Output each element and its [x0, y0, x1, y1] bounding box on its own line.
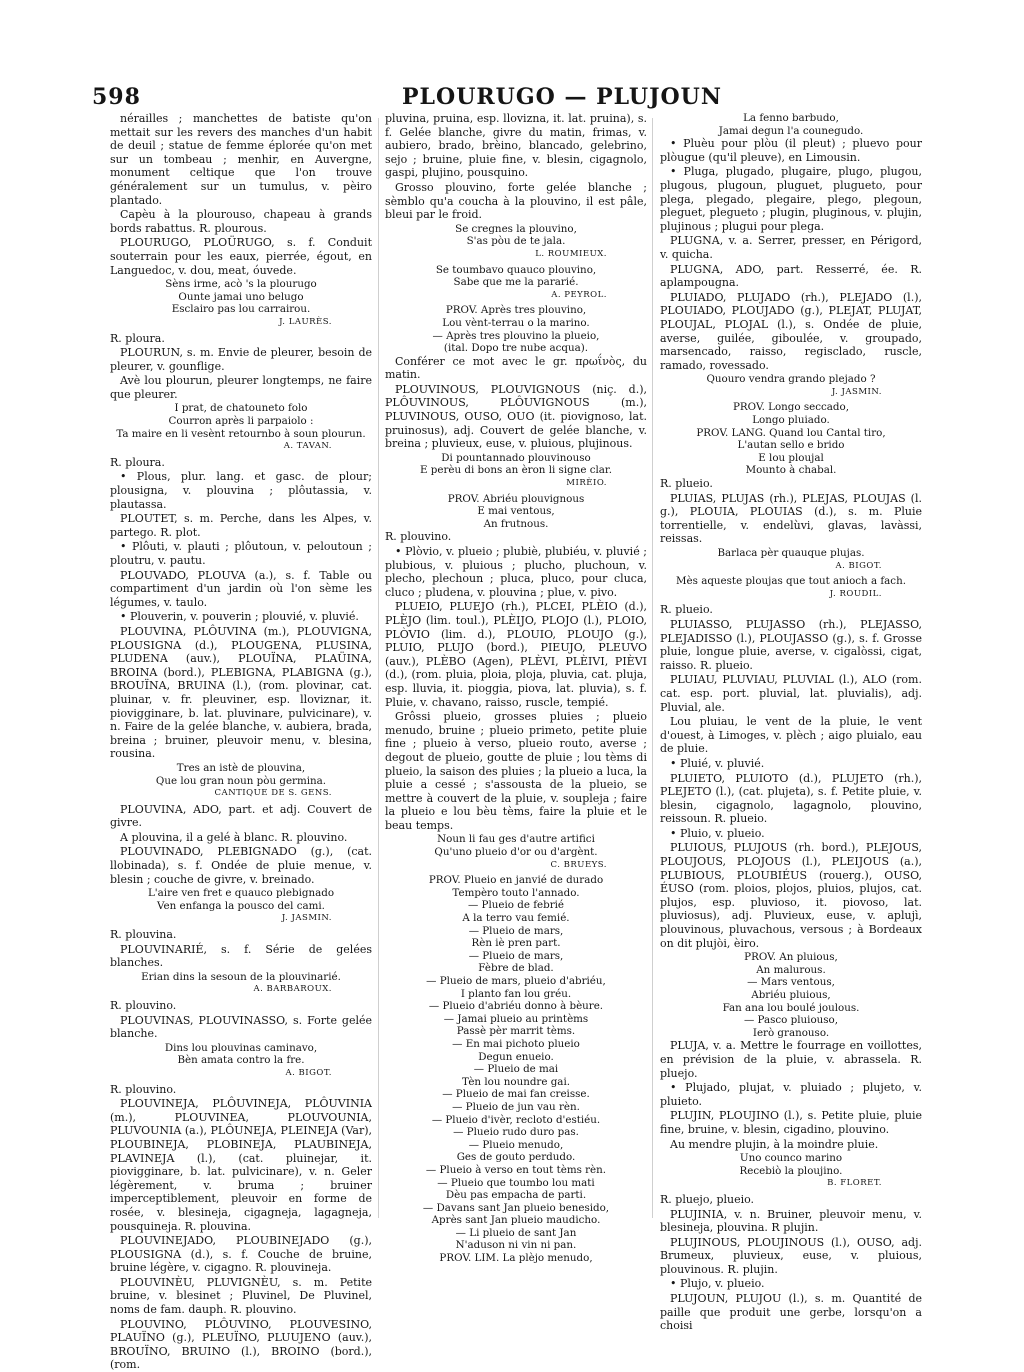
- citation-author: C. BRUEYS.: [550, 859, 607, 870]
- entry-paragraph: PLOUVINÈU, PLUVIGNÈU, s. m. Petite bruine, v. blesinet ; Pluvinel, De Pluvinel, noms de fam. dauph. R. plouvino.: [110, 1275, 372, 1317]
- citation-author: CANTIQUE DE S. GENS.: [214, 788, 332, 799]
- quotation-line: Longo pluiado.: [752, 414, 830, 427]
- entry-paragraph: • Pluga, plugado, plugaire, plugo, plugou, plugous, plugoun, pluguet, plugueto, pour plega, plegado, plegaire, plego, plegoun, pleguet, plegueto ; plugin, pluginous, v. plujin, plujinous ; plugui pour plega.: [660, 165, 922, 233]
- quotation-line: Ierò granouso.: [752, 1026, 830, 1039]
- entry-paragraph: • Plujado, plujat, v. pluiado ; plujeto, v. pluieto.: [660, 1081, 922, 1108]
- quotation-line: Sèns irme, acò 's la plourugo: [165, 278, 317, 291]
- entry-paragraph: PLOUVINEJADO, PLOUBINEJADO (g.), PLOUSIGNA (d.), s. f. Couche de bruine, bruine légère, v. cigagno. R. plouvineja.: [110, 1234, 372, 1275]
- entry-paragraph: PLUIETO, PLUIOTO (d.), PLUJETO (rh.), PLEJETO (l.), (cat. plujeta), s. f. Petite pluie, v. blesin, cigagnolo, lagagnolo, plouvino, reissoun. R. plueio.: [660, 771, 922, 826]
- citation-author: L. ROUMIEUX.: [535, 248, 607, 259]
- entry-paragraph: PLOUVINADO, PLEBIGNADO (g.), (cat. llobinada), s. f. Ondée de pluie menue, v. blesin ; couche de givre, v. breinado.: [110, 845, 372, 886]
- quotation-line: — Plueio menudo,: [468, 1138, 564, 1151]
- entry-paragraph: • Pluié, v. pluvié.: [670, 756, 765, 770]
- quotation-line: — Plueio d'ivèr, recloto d'estiéu.: [431, 1113, 601, 1126]
- quotation-line: PROV. Plueio en janvié de durado: [428, 874, 604, 887]
- entry-paragraph: Avè lou plourun, pleurer longtemps, ne faire que pleurer.: [110, 374, 372, 401]
- entry-paragraph: PLUJINOUS, PLOUJINOUS (l.), OUSO, adj. Brumeux, pluvieux, euse, v. pluious, plouvinous. R. plujin.: [660, 1235, 922, 1276]
- quotation-line: Tres an istè de plouvina,: [176, 761, 306, 774]
- quotation-line: (ital. Dopo tre nube acqua).: [443, 342, 589, 355]
- quotation-line: I prat, de chatouneto folo: [174, 402, 308, 415]
- etymology-reference: R. plouvino.: [385, 530, 452, 544]
- etymology-reference: R. ploura.: [110, 331, 165, 345]
- running-head: PLOURUGO — PLUJOUN: [402, 84, 722, 110]
- citation-author: A. TAVAN.: [283, 441, 332, 452]
- quotation-line: Lou vènt-terrau o la marino.: [442, 316, 590, 329]
- quotation-line: — Plueio de mars, plueio d'abriéu,: [426, 975, 606, 987]
- entry-paragraph: PLUIASSO, PLUJASSO (rh.), PLEJASSO, PLEJADISSO (l.), PLOUJASSO (g.), s. f. Grosse pluie, longue pluie, averse, v. cigalòssi, cigat, raisso. R. plueio.: [660, 617, 922, 672]
- quotation-line: — Mars ventous,: [747, 976, 835, 989]
- citation-author: J. JASMIN.: [281, 913, 332, 924]
- quotation-line: Fan ana lou boulé joulous.: [722, 1001, 860, 1014]
- entry-paragraph: • Plous, plur. lang. et gasc. de plour; plousigna, v. plouvina ; plôutassia, v. plautassa.: [110, 470, 372, 511]
- quotation-line: — Plueio que toumbo lou mati: [437, 1176, 595, 1189]
- quotation-line: PROV. Abriéu plouvignous: [447, 492, 585, 505]
- page-number: 598: [92, 84, 141, 110]
- quotation-line: — Plueio de mai: [473, 1063, 559, 1076]
- citation-author: A. PEYROL.: [551, 289, 607, 300]
- citation-author: MIRÈIO.: [566, 478, 607, 489]
- quotation-line: — Plueio de jun vau rèn.: [452, 1100, 580, 1113]
- entry-paragraph: Capèu à la plourouso, chapeau à grands bords rabattus. R. plourous.: [110, 208, 372, 235]
- entry-paragraph: PLUGNA, v. a. Serrer, presser, en Périgord, v. quicha.: [660, 234, 922, 261]
- quotation-line: Rèn iè pren part.: [471, 937, 561, 950]
- entry-paragraph: PLOUVINO, PLÔUVINO, PLOUVESINO, PLAUÏNO (g.), PLEUÏNO, PLUUJENO (auv.), BROUÏNO, BRUINO (l.), BROINO (bord.), (rom.: [110, 1317, 372, 1372]
- quotation-line: PROV. Après tres plouvino,: [445, 304, 587, 317]
- quotation-line: PROV. LANG. Quand lou Cantal tiro,: [696, 426, 886, 439]
- quotation-line: Se toumbavo quauco plouvino,: [435, 263, 597, 276]
- quotation-line: Jamai degun l'a counegudo.: [718, 124, 864, 137]
- entry-paragraph: Au mendre plujin, à la moindre pluie.: [670, 1137, 879, 1151]
- quotation-line: Dèu pas empacha de parti.: [445, 1189, 587, 1202]
- column-divider: [378, 118, 379, 1218]
- citation-author: A. BIGOT.: [285, 1067, 332, 1078]
- citation-author: A. BARBAROUX.: [253, 984, 332, 995]
- quotation-line: Ounte jamai uno belugo: [178, 290, 304, 303]
- entry-paragraph: PLOURUGO, PLOÜRUGO, s. f. Conduit souterrain pour les eaux, pierrée, égout, en Languedoc, v. dou, meat, óuvede.: [110, 236, 372, 277]
- entry-paragraph: Lou pluiau, le vent de la pluie, le vent d'ouest, à Limoges, v. plèch ; aigo pluialo, eau de pluie.: [660, 715, 922, 756]
- entry-paragraph: PLOUVINA, PLÔUVINA (m.), PLOUVIGNA, PLOUSIGNA (d.), PLOUGENA, PLUSINA, PLUDENA (auv.), PLOUÏNA, PLAÜINA, BROINA (bord.), PLEBIGNA, PLABIGNA (g.), BROUÏNA, BRUINA (l.), (rom. plovinar, cat. pluinar, v. fr. pleuviner, esp. lloviznar, it. piovigginare, b. lat. pluvinare, pulvicinare), v. n. Faire de la gelée blanche, v. aubiera, brada, breina ; bruiner, pleuvoir menu, v. blesina, rousina.: [110, 624, 372, 761]
- quotation-line: Noun li fau ges d'autre artifici: [437, 833, 595, 846]
- entry-paragraph: PLUEIO, PLUEJO (rh.), PLCEI, PLÈIO (d.), PLÈJO (lim. toul.), PLÈIJO, PLOJO (l.), PLOIO, PLÒVIO (lim. d.), PLOUIO, PLOUJO (g.), PLUIO, PLUJO (bord.), PIEUJO, PLEUVO (auv.), PLÈBO (Agen), PLÈVI, PLÈIVI, PIÈVI (d.), (rom. pluia, ploia, ploja, pluvia, cat. pluja, esp. lluvia, it. pioggia, piova, lat. pluvia), s. f. Pluie, v. chavano, raisso, ruscle, tempié.: [385, 600, 647, 709]
- quotation-line: — Plueio de mars,: [468, 924, 564, 937]
- column-divider: [652, 118, 653, 1218]
- quotation-line: Di pountannado plouvinouso: [441, 451, 591, 464]
- quotation-line: Courron après li parpaiolo :: [168, 415, 314, 428]
- quotation-line: An frutnous.: [483, 517, 549, 530]
- etymology-reference: R. plueio.: [660, 477, 713, 491]
- quotation-line: Mounto à chabal.: [745, 464, 837, 477]
- quotation-line: — Plueio à verso en tout tèms rèn.: [425, 1163, 607, 1176]
- etymology-reference: R. plouvino.: [110, 1082, 177, 1096]
- quotation-line: An malurous.: [756, 963, 826, 976]
- entry-paragraph: PLUJIN, PLOUJINO (l.), s. Petite pluie, pluie fine, bruine, v. blesin, cigadino, plouvino.: [660, 1109, 922, 1136]
- citation-author: A. BIGOT.: [835, 560, 882, 571]
- quotation-line: E mai ventous,: [477, 505, 555, 518]
- quotation-line: E lou ploujal: [758, 451, 824, 464]
- etymology-reference: R. plouvino.: [110, 999, 177, 1012]
- entry-paragraph: PLOUTET, s. m. Perche, dans les Alpes, v. partego. R. plot.: [110, 512, 372, 539]
- quotation-line: Fèbre de blad.: [478, 962, 554, 975]
- entry-paragraph: Grôssi plueio, grosses pluies ; plueio menudo, bruine ; plueio primeto, petite pluie fine ; plueio à verso, plueio routo, averse ; degout de plueio, goutte de pluie ; lou tèms di plueio, la saison des pluies ; la plueio a luca, la pluie a cessé ; s'assousta de la plueio, se mettre à couvert de la pluie, v. soupleja ; faire la plueio e lou bèu tèms, faire la pluie et le beau temps.: [385, 710, 647, 832]
- quotation-line: Mès aqueste ploujas que tout anioch a fach.: [676, 575, 906, 588]
- quotation-line: A la terro vau femié.: [462, 912, 570, 925]
- quotation-line: PROV. An pluious,: [744, 951, 838, 964]
- entry-paragraph: • Plujo, v. plueio.: [670, 1277, 765, 1291]
- citation-author: J. ROUDIL.: [829, 588, 882, 599]
- quotation-line: Qu'uno plueio d'or ou d'argènt.: [434, 846, 598, 859]
- quotation-line: Barlaca pèr quauque plujas.: [717, 547, 865, 559]
- quotation-line: S'as pòu de te jala.: [466, 235, 566, 248]
- entry-paragraph: PLOURUN, s. m. Envie de pleurer, besoin de pleurer, v. gounflige.: [110, 346, 372, 373]
- column-left: [110, 112, 372, 1372]
- entry-paragraph: nérailles ; manchettes de batiste qu'on mettait sur les revers des manches d'un habit de deuil ; statue de femme éplorée qu'on met sur un tombeau ; menhir, en Auvergne, monument celtique que l'on trouve généralement sur un tumulus, v. pèiro plantado.: [110, 112, 372, 207]
- quotation-line: Erian dins la sesoun de la plouvinarié.: [141, 970, 341, 983]
- quotation-line: Ges de gouto perdudo.: [456, 1151, 576, 1164]
- quotation-line: Sabe que me la pararié.: [453, 276, 579, 289]
- entry-paragraph: PLOUVADO, PLOUVA (a.), s. f. Table ou compartiment d'un jardin où l'on sème les légumes, v. taulo.: [110, 568, 372, 609]
- quotation-line: PROV. LIM. La plèjo menudo,: [439, 1252, 593, 1265]
- quotation-line: — Pasco pluiouso,: [743, 1014, 839, 1027]
- entry-paragraph: PLOUVINOUS, PLOUVIGNOUS (niç. d.), PLÔUVINOUS, PLÔUVIGNOUS (m.), PLUVINOUS, OUSO, OUO (it. piovignoso, lat. pruinosus), adj. Couvert de gelée blanche, v. breina ; pluvieux, euse, v. pluious, plujinous.: [385, 382, 647, 451]
- quotation-line: Abriéu pluious,: [751, 989, 831, 1001]
- quotation-line: — Jamai plueio au printèms: [443, 1012, 589, 1025]
- entry-paragraph: PLUIAS, PLUJAS (rh.), PLEJAS, PLOUJAS (l. g.), PLOUIA, PLOUIAS (d.), s. m. Pluie torrentielle, v. endelùvi, glavas, lavàssi, reissas.: [660, 491, 922, 546]
- etymology-reference: R. ploura.: [110, 455, 165, 469]
- entry-paragraph: PLOUVINA, ADO, part. et adj. Couvert de givre.: [110, 802, 372, 830]
- quotation-line: — Li plueio de sant Jan: [455, 1226, 577, 1239]
- etymology-reference: R. pluejo, plueio.: [660, 1192, 755, 1206]
- quotation-line: — En mai pichoto plueio: [452, 1037, 580, 1050]
- quotation-line: Bèn amata contro la fre.: [177, 1054, 305, 1067]
- entry-paragraph: Grosso plouvino, forte gelée blanche ; sèmblo qu'a coucha à la plouvino, il est pâle, bleui par le froid.: [385, 180, 647, 222]
- entry-paragraph: A plouvina, il a gelé à blanc. R. plouvino.: [120, 830, 348, 844]
- entry-paragraph: PLUIOUS, PLUJOUS (rh. bord.), PLEJOUS, PLOUJOUS, PLOJOUS (l.), PLEIJOUS (a.), PLUBIOUS, PLOUBIÉUS (rouerg.), OUSO, ÉUSO (rom. ploios, plojos, pluios, plujos, cat. plujos, esp. pluvioso, it. piovoso, lat. pluviosus), adj. Pluvieux, euse, v. aplujì, plouvinous, pluvachous, versous ; à Bordeaux on dit plujòi, èiro.: [660, 841, 922, 950]
- quotation-line: I planto fan lou gréu.: [460, 987, 572, 1000]
- entry-paragraph: • Plôuti, v. plauti ; plôutoun, v. peloutoun ; ploutru, v. pautu.: [110, 540, 372, 567]
- etymology-reference: pluvina, pruina, esp. llovizna, it. lat. pruina), s. f. Gelée blanche, givre du matin, frimas, v. aubiero, brado, brèino, blancado, gelebrino, sejo ; bruine, pluie fine, v. blesin, cigagnolo, gaspi, plujino, pousquino.: [385, 112, 647, 180]
- quotation-line: — Après tres plouvino la plueio,: [432, 329, 600, 342]
- etymology-reference: R. plouvina.: [110, 928, 177, 942]
- citation-author: J. JASMIN.: [831, 386, 882, 397]
- quotation-line: Ta maire en li vesènt retournbo à soun plourun.: [116, 427, 366, 440]
- quotation-line: Recebiò la ploujino.: [739, 1164, 843, 1177]
- entry-paragraph: • Plouverin, v. pouverin ; plouvié, v. pluvié.: [120, 610, 359, 624]
- quotation-line: Ven enfanga la pousco del cami.: [157, 899, 325, 912]
- quotation-line: N'aduson ni vin ni pan.: [455, 1239, 577, 1252]
- quotation-line: — Plueio de mai fan creisse.: [442, 1088, 590, 1101]
- entry-paragraph: PLUJOUN, PLUJOU (l.), s. m. Quantité de paille que produit une gerbe, lorsqu'on a choisi: [660, 1292, 922, 1333]
- quotation-line: Passè pèr marrit tèms.: [456, 1025, 576, 1038]
- entry-paragraph: Conférer ce mot avec le gr. πρωΐνὸς, du matin.: [385, 354, 647, 382]
- quotation-line: Uno counco marino: [739, 1152, 843, 1165]
- quotation-line: — Plueio rudo duro pas.: [453, 1126, 579, 1139]
- quotation-line: — Plueio de mars,: [468, 949, 564, 962]
- quotation-line: — Plueio de febrié: [467, 899, 565, 912]
- entry-paragraph: PLUIAU, PLUVIAU, PLUVIAL (l.), ALO (rom. cat. esp. port. pluvial, lat. pluvialis), adj. Pluvial, ale.: [660, 673, 922, 714]
- quotation-line: PROV. Longo seccado,: [733, 401, 849, 414]
- quotation-line: Tempèro touto l'annado.: [452, 886, 580, 899]
- quotation-line: Se cregnes la plouvino,: [455, 222, 577, 235]
- quotation-line: Que lou gran noun pòu germina.: [155, 774, 327, 787]
- quotation-line: Tèn lou noundre gai.: [461, 1075, 571, 1088]
- etymology-reference: R. plueio.: [660, 603, 713, 617]
- citation-author: B. FLORET.: [827, 1178, 882, 1189]
- entry-paragraph: • Pluèu pour plòu (il pleut) ; pluevo pour plòugue (qu'il pleuve), en Limousin.: [660, 137, 922, 164]
- entry-paragraph: PLUJINIA, v. n. Bruiner, pleuvoir menu, v. blesineja, plouvina. R plujin.: [660, 1207, 922, 1235]
- citation-author: J. LAURÈS.: [279, 316, 332, 327]
- entry-paragraph: • Plòvio, v. plueio ; plubiè, plubiéu, v. pluvié ; plubious, v. pluious ; plucho, pluchoun, v. plecho, plechoun ; pluca, pluco, pour cluca, cluco ; pludena, v. plouvina ; plue, v. pivo.: [385, 545, 647, 599]
- quotation-line: Après sant Jan plueio maudicho.: [431, 1214, 601, 1227]
- entry-paragraph: • Pluio, v. plueio.: [670, 826, 765, 840]
- column-middle: [385, 112, 647, 1265]
- quotation-line: L'aire ven fret e quauco plebignado: [147, 887, 335, 900]
- quotation-line: E perèu di bons an èron li signe clar.: [420, 464, 612, 477]
- quotation-line: La fenno barbudo,: [743, 112, 839, 124]
- entry-paragraph: PLUIADO, PLUJADO (rh.), PLEJADO (l.), PLOUIADO, PLOUJADO (g.), PLEJAT, PLUJAT, PLOUJAL, PLOJAL (l.), s. Ondée de pluie, averse, guilée, giboulée, v. groupado, marsencado, raisso, regisclado, ruscle, ramado, rovessado.: [660, 290, 922, 372]
- quotation-line: Dins lou plouvinas caminavo,: [164, 1041, 318, 1054]
- quotation-line: — Plueio d'abriéu donno à bèure.: [428, 1000, 604, 1013]
- quotation-line: Quouro vendra grando plejado ?: [706, 373, 876, 386]
- entry-paragraph: PLOUVINAS, PLOUVINASSO, s. Forte gelée blanche.: [110, 1013, 372, 1041]
- quotation-line: Esclairo pas lou carrairou.: [171, 303, 311, 316]
- entry-paragraph: PLUGNA, ADO, part. Resserré, ée. R. aplampougna.: [660, 262, 922, 290]
- column-right: [660, 112, 922, 1333]
- quotation-line: — Davans sant Jan plueio benesido,: [422, 1201, 610, 1214]
- entry-paragraph: PLOUVINEJA, PLÔUVINEJA, PLÔUVINIA (m.), PLOUVINEA, PLOUVOUNIA, PLUVOUNIA (a.), PLÔUNEJA, PLEINEJA (Var), PLOUBINEJA, PLOBINEJA, PLAUBINEJA, PLAVINEJA (l.), (cat. pluinejar, it. piovigginare, b. lat. pulvicinare), v. n. Geler légèrement, v. bruma ; bruiner imperceptiblement, pleuvoir en forme de rosée, v. blesineja, cigagneja, lagagneja, pousquineja. R. plouvina.: [110, 1097, 372, 1233]
- quotation-line: L'autan sello e brido: [737, 439, 845, 452]
- entry-paragraph: PLOUVINARIÉ, s. f. Série de gelées blanches.: [110, 942, 372, 970]
- entry-paragraph: PLUJA, v. a. Mettre le fourrage en voillottes, en prévision de la pluie, v. abrassela. R. pluejo.: [660, 1039, 922, 1080]
- quotation-line: Degun enueio.: [478, 1050, 554, 1063]
